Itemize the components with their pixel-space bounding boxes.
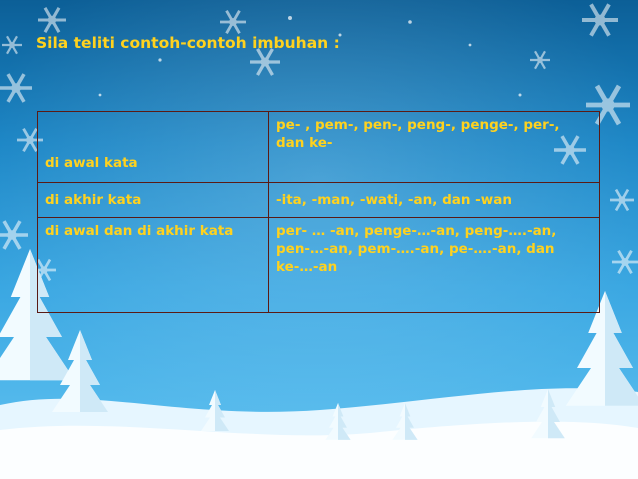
affixes-cell: pe- , pem-, pen-, peng-, penge-, per-, dan ke- [269, 112, 600, 183]
affixes-cell: per- … -an, penge-…-an, peng-….-an, pen-…-an, pem-….-an, pe-….-an, dan ke-…-an [269, 218, 600, 313]
table-row [38, 112, 600, 183]
table-row [38, 183, 600, 218]
position-cell: di awal kata [38, 112, 269, 183]
affix-table [37, 111, 600, 313]
position-cell: di awal dan di akhir kata [38, 218, 269, 313]
table-row [38, 218, 600, 313]
position-cell: di akhir kata [38, 183, 269, 218]
slide-title: Sila teliti contoh-contoh imbuhan : [36, 34, 340, 52]
affixes-cell: -ita, -man, -wati, -an, dan -wan [269, 183, 600, 218]
